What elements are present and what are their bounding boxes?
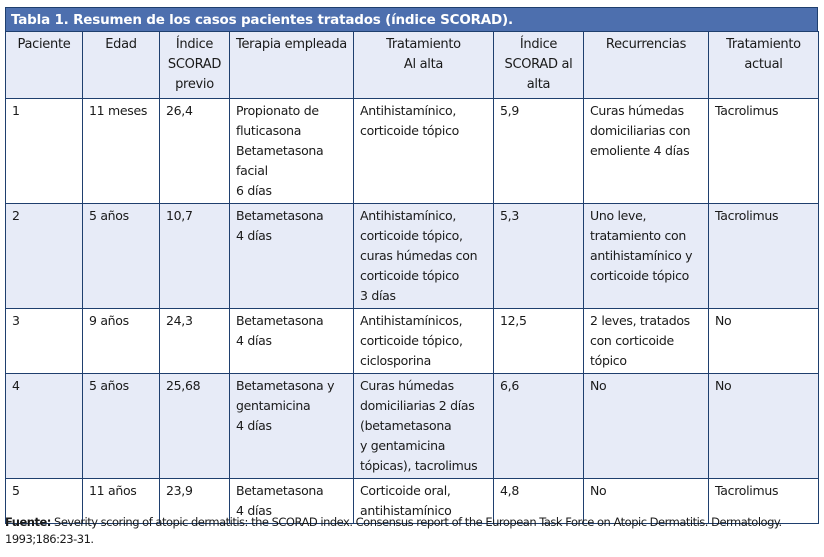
header-line: Al alta	[403, 57, 444, 72]
cell-tratamiento-actual: No	[709, 374, 819, 479]
cell-line: Antihistamínico,	[360, 208, 457, 223]
cell-line: corticoide tópico	[360, 123, 460, 138]
cell-line: 4 días	[236, 418, 272, 433]
table-row	[6, 204, 819, 309]
cell-line: Propionato de	[236, 103, 319, 118]
cell-line: 2 leves, tratados	[590, 313, 690, 328]
column-header-scorad-alta	[494, 32, 584, 99]
column-header-terapia	[230, 32, 354, 99]
header-line: Edad	[105, 37, 137, 52]
footnote-label: Fuente:	[5, 515, 51, 529]
column-header-paciente	[6, 32, 83, 99]
cell-line: domiciliarias 2 días	[360, 398, 475, 413]
cell-line: 6 días	[236, 183, 272, 198]
cell-line: No	[590, 378, 607, 393]
cell-line: Corticoide oral,	[360, 483, 451, 498]
cell-line: Antihistamínico,	[360, 103, 457, 118]
header-row	[6, 32, 819, 99]
cell-scorad-previo: 24,3	[160, 309, 230, 374]
cell-terapia	[230, 309, 354, 374]
cell-terapia	[230, 374, 354, 479]
table-row	[6, 99, 819, 204]
cell-recurrencias	[584, 374, 709, 479]
cell-scorad-previo: 23,9	[160, 479, 230, 524]
cell-line: corticoide tópico,	[360, 228, 463, 243]
column-header-edad	[83, 32, 160, 99]
cell-scorad-alta: 4,8	[494, 479, 584, 524]
cell-line: Betametasona	[236, 313, 324, 328]
footnote-text: Severity scoring of atopic dermatitis: the SCORAD index. Consensus report of the European Task Force on Atopic Dermatitis. Dermatology. 1993;186:23-31.	[5, 515, 782, 546]
cell-line: domiciliarias con	[590, 123, 691, 138]
cell-line: 4 días	[236, 228, 272, 243]
header-line: SCORAD al	[504, 57, 573, 72]
header-line: SCORAD	[167, 57, 222, 72]
cell-tratamiento-actual: Tacrolimus	[709, 99, 819, 204]
cell-tratamiento-actual: Tacrolimus	[709, 479, 819, 524]
cell-line: antihistamínico	[360, 503, 452, 518]
cell-line: facial	[236, 163, 268, 178]
source-footnote	[5, 514, 820, 548]
cell-line: Betametasona y	[236, 378, 335, 393]
cell-tratamiento-alta	[354, 309, 494, 374]
table-row	[6, 309, 819, 374]
header-line: previo	[175, 77, 214, 92]
header-line: Tratamiento	[726, 37, 801, 52]
table-row	[6, 374, 819, 479]
header-line: Índice	[175, 37, 214, 52]
table-title-label: Tabla 1.	[11, 12, 69, 28]
cell-scorad-alta: 5,3	[494, 204, 584, 309]
cell-line: curas húmedas con	[360, 248, 478, 263]
cell-edad: 5 años	[83, 204, 160, 309]
cell-line: gentamicina	[236, 398, 311, 413]
cell-recurrencias	[584, 99, 709, 204]
header-line: Terapia empleada	[236, 37, 347, 52]
cell-line: Antihistamínicos,	[360, 313, 463, 328]
cell-tratamiento-actual: No	[709, 309, 819, 374]
cell-tratamiento-alta	[354, 204, 494, 309]
cell-scorad-alta: 12,5	[494, 309, 584, 374]
cell-line: 4 días	[236, 333, 272, 348]
column-header-tratamiento-alta	[354, 32, 494, 99]
cell-line: y gentamicina	[360, 438, 446, 453]
cell-line: tratamiento con	[590, 228, 686, 243]
cell-edad: 9 años	[83, 309, 160, 374]
cell-line: Curas húmedas	[590, 103, 684, 118]
header-line: Índice	[519, 37, 558, 52]
cell-tratamiento-alta	[354, 374, 494, 479]
cell-line: fluticasona	[236, 123, 302, 138]
table-container	[5, 7, 818, 524]
cell-paciente: 3	[6, 309, 83, 374]
column-header-scorad-previo	[160, 32, 230, 99]
header-line: Paciente	[17, 37, 71, 52]
cell-line: Betametasona	[236, 143, 324, 158]
cell-terapia	[230, 204, 354, 309]
cell-line: ciclosporina	[360, 353, 432, 368]
cell-line: corticoide tópico,	[360, 333, 463, 348]
cell-line: 3 días	[360, 288, 396, 303]
cell-line: Uno leve,	[590, 208, 647, 223]
cell-line: antihistamínico y	[590, 248, 693, 263]
cell-scorad-alta: 5,9	[494, 99, 584, 204]
scorad-table	[5, 31, 819, 524]
cell-line: corticoide tópico	[590, 268, 690, 283]
cell-edad: 11 años	[83, 479, 160, 524]
cell-line: (betametasona	[360, 418, 452, 433]
cell-line: con corticoide	[590, 333, 674, 348]
cell-line: No	[590, 483, 607, 498]
cell-line: tópicas), tacrolimus	[360, 458, 478, 473]
cell-paciente: 1	[6, 99, 83, 204]
cell-line: Betametasona	[236, 483, 324, 498]
cell-tratamiento-actual: Tacrolimus	[709, 204, 819, 309]
cell-line: 4 días	[236, 503, 272, 518]
cell-scorad-alta: 6,6	[494, 374, 584, 479]
table-title	[5, 7, 818, 31]
column-header-tratamiento-actual	[709, 32, 819, 99]
table-title-text: Resumen de los casos pacientes tratados (índice SCORAD).	[68, 12, 513, 28]
column-header-recurrencias	[584, 32, 709, 99]
cell-tratamiento-alta	[354, 99, 494, 204]
header-line: Tratamiento	[386, 37, 461, 52]
cell-scorad-previo: 10,7	[160, 204, 230, 309]
cell-recurrencias	[584, 309, 709, 374]
cell-line: Betametasona	[236, 208, 324, 223]
cell-edad: 11 meses	[83, 99, 160, 204]
cell-scorad-previo: 26,4	[160, 99, 230, 204]
header-line: alta	[526, 77, 551, 92]
cell-edad: 5 años	[83, 374, 160, 479]
cell-line: Curas húmedas	[360, 378, 454, 393]
cell-line: emoliente 4 días	[590, 143, 690, 158]
cell-paciente: 4	[6, 374, 83, 479]
cell-line: corticoide tópico	[360, 268, 460, 283]
cell-terapia	[230, 99, 354, 204]
header-line: actual	[744, 57, 783, 72]
cell-recurrencias	[584, 204, 709, 309]
cell-line: tópico	[590, 353, 627, 368]
cell-paciente: 5	[6, 479, 83, 524]
header-line: Recurrencias	[605, 37, 687, 52]
cell-paciente: 2	[6, 204, 83, 309]
cell-scorad-previo: 25,68	[160, 374, 230, 479]
